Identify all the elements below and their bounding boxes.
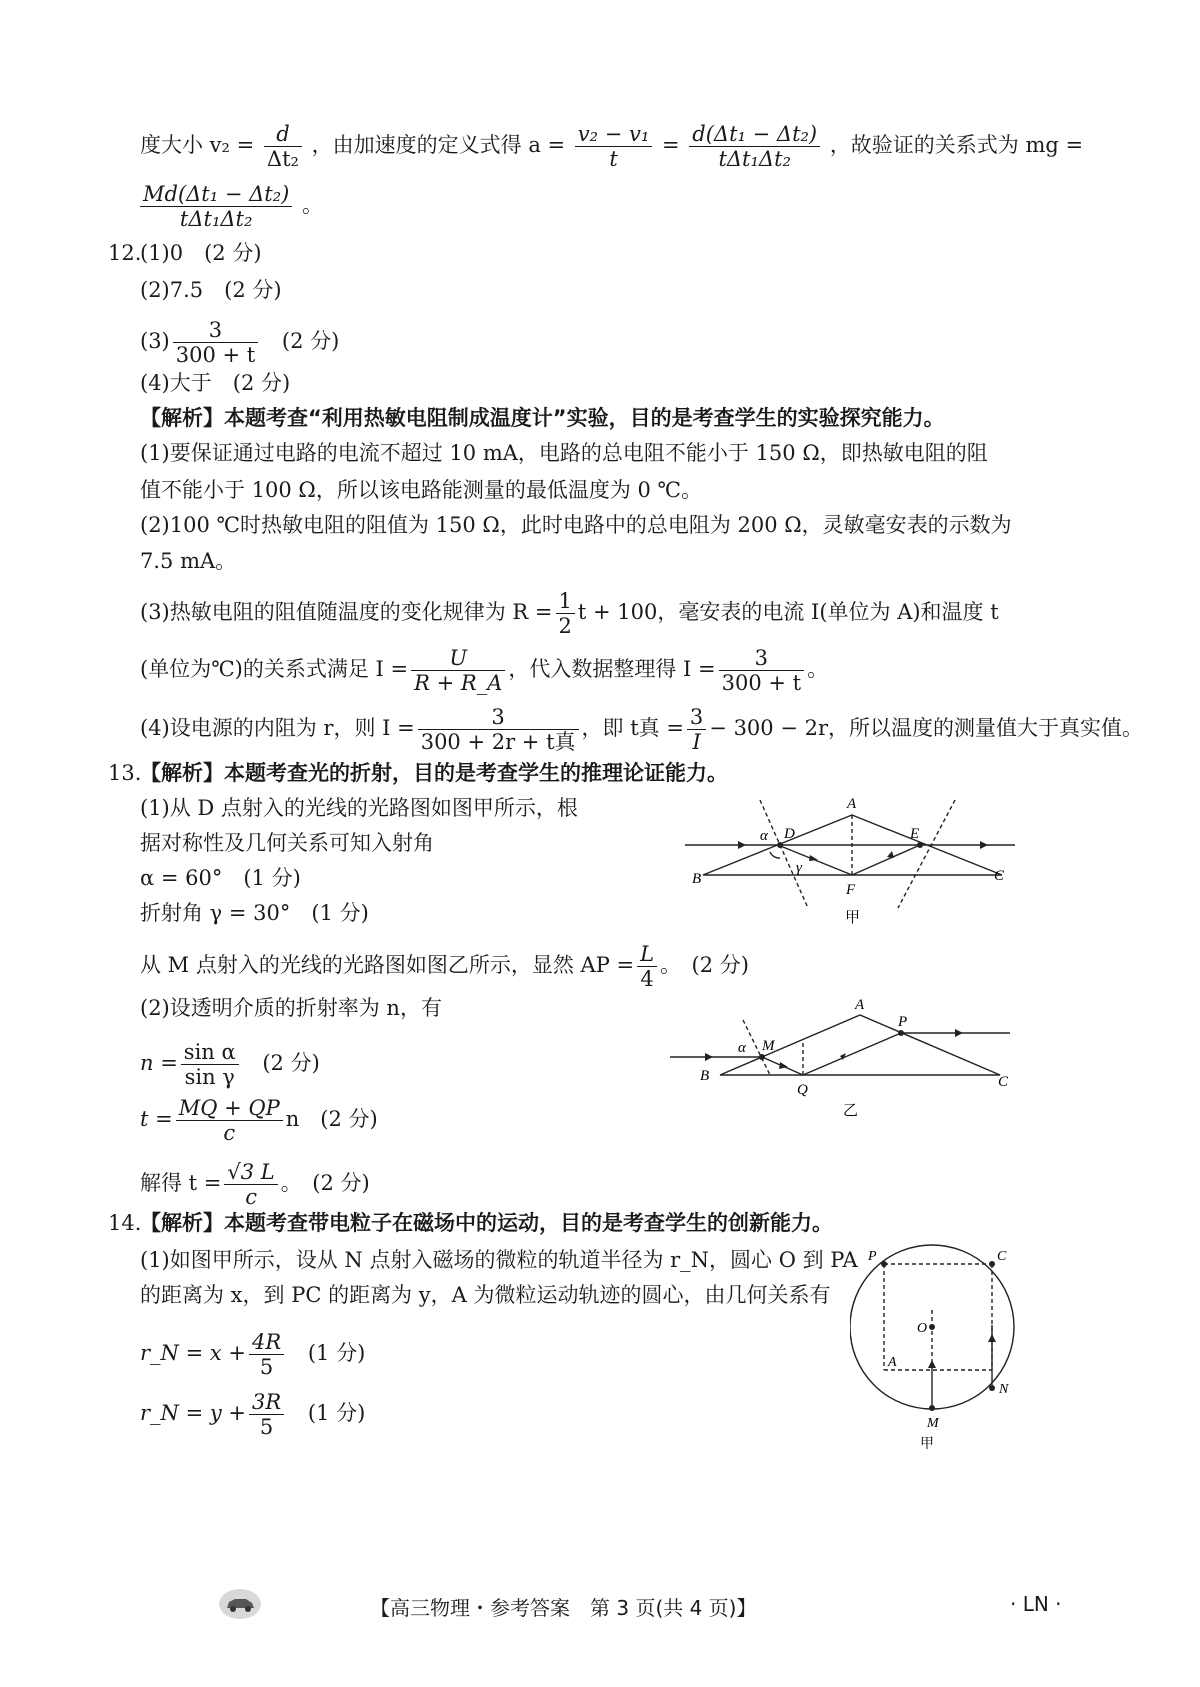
label-D: D <box>784 826 795 842</box>
text: r_N = x + <box>140 1341 246 1366</box>
text: (单位为℃)的关系式满足 I = <box>140 657 409 682</box>
label-E: E <box>910 826 920 842</box>
q13-line-5 <box>140 942 749 991</box>
label-A: A <box>847 796 857 812</box>
label-M: M <box>927 1416 939 1431</box>
label-P: P <box>898 1014 908 1030</box>
q13-line-6: (2)设透明介质的折射率为 n，有 <box>140 996 442 1020</box>
text: (2 分) <box>281 329 340 354</box>
q13-figure-jia <box>680 790 1025 930</box>
fraction-v2-v1: $\frac{\text{v₂ − v₁}}{t}$ <box>575 122 653 171</box>
text: 。 <box>302 193 324 218</box>
text: ，故验证的关系式为 mg = <box>829 133 1084 158</box>
text: 解得 t = <box>140 1171 222 1196</box>
text: ，由加速度的定义式得 a = <box>311 133 566 158</box>
q14-eq-1 <box>140 1330 365 1379</box>
fraction: $\frac{√3 L}{c}$ <box>224 1160 277 1209</box>
label-alpha: α <box>760 828 768 844</box>
q12-answer-1: (1)0 (2 分) <box>140 241 262 265</box>
fraction: $\frac{3R}{5}$ <box>249 1390 284 1439</box>
q13-eq-t <box>140 1096 378 1145</box>
text: n (2 分) <box>285 1107 378 1132</box>
text: (3) <box>140 329 170 354</box>
q12-answer-2: (2)7.5 (2 分) <box>140 278 282 302</box>
text: 。 (2 分) <box>280 1171 370 1196</box>
label-B: B <box>700 1068 710 1084</box>
text: = <box>662 133 680 158</box>
car-logo-icon <box>218 1588 262 1620</box>
caption: 乙 <box>843 1103 859 1119</box>
footer-code: · LN · <box>1010 1592 1062 1616</box>
q13-line-3: α = 60° (1 分) <box>140 866 301 890</box>
fraction: $\frac{3}{300 + t}$ <box>719 646 804 695</box>
q13-line-1: (1)从 D 点射入的光线的光路图如图甲所示，根 <box>140 796 578 820</box>
q14-line-2: 的距离为 x，到 PC 的距离为 y，A 为微粒运动轨迹的圆心，由几何关系有 <box>140 1283 831 1307</box>
fraction: $\frac{3}{\text{300 + 2r + t真}}$ <box>418 705 579 754</box>
q12-para-1b: 值不能小于 100 Ω，所以该电路能测量的最低温度为 0 ℃。 <box>140 478 703 502</box>
text: (4)设电源的内阻为 r，则 I = <box>140 716 415 741</box>
q12-para-2b: 7.5 mA。 <box>140 549 237 573</box>
fraction: $\frac{3}{I}$ <box>687 705 706 754</box>
q13-line-4: 折射角 γ = 30° (1 分) <box>140 901 369 925</box>
label-B: B <box>692 871 702 887</box>
text: (1 分) <box>307 1401 366 1426</box>
fraction: $\frac{MQ + QP}{c}$ <box>176 1096 283 1145</box>
fraction-d-dt2: $\frac{d}{\text{Δt₂}}$ <box>264 122 302 171</box>
label-A: A <box>888 1355 897 1370</box>
fraction-accel: $\frac{\text{d(Δt₁ − Δt₂)}}{\text{tΔt₁Δt₂}}$ <box>689 122 820 171</box>
text: n = <box>140 1051 178 1076</box>
text: 度大小 v₂ = <box>140 133 255 158</box>
q14-line-1: (1)如图甲所示，设从 N 点射入磁场的微粒的轨道半径为 r_N，圆心 O 到 PA <box>140 1248 858 1272</box>
q14-number: 14. <box>108 1211 142 1235</box>
label-Q: Q <box>797 1082 808 1098</box>
fraction: $\frac{3}{300 + t}$ <box>173 318 258 367</box>
label-C: C <box>998 1074 1009 1090</box>
text: 从 M 点射入的光线的光路图如图乙所示，显然 AP = <box>140 953 635 978</box>
label-alpha: α <box>738 1040 746 1056</box>
fraction-relation: $\frac{\text{Md(Δt₁ − Δt₂)}}{\text{tΔt₁Δt₂}}$ <box>140 182 292 231</box>
q13-number: 13. <box>108 761 142 785</box>
text: 。 (2 分) <box>660 953 749 978</box>
text: t = <box>140 1107 173 1132</box>
q14-figure-circle <box>850 1240 1025 1452</box>
fraction: $\frac{U}{R + R\_A}$ <box>411 646 505 695</box>
caption: 甲 <box>920 1437 934 1452</box>
text: (2 分) <box>262 1051 320 1076</box>
fraction: $\frac{\text{sin α}}{\text{sin γ}}$ <box>181 1040 239 1089</box>
q13-eq-result <box>140 1160 370 1209</box>
top-formula-line <box>140 122 1083 171</box>
label-M: M <box>762 1038 775 1054</box>
fraction: $\frac{L}{4}$ <box>637 942 657 991</box>
label-P: P <box>868 1249 877 1264</box>
q14-analysis-heading: 【解析】本题考查带电粒子在磁场中的运动，目的是考查学生的创新能力。 <box>140 1211 833 1235</box>
text: (1 分) <box>307 1341 366 1366</box>
q14-eq-2 <box>140 1390 365 1439</box>
q12-para-1a: (1)要保证通过电路的电流不超过 10 mA，电路的总电阻不能小于 150 Ω，即热敏电阻的阻 <box>140 441 988 465</box>
label-A: A <box>855 997 865 1013</box>
q12-analysis-heading: 【解析】本题考查“利用热敏电阻制成温度计”实验，目的是考查学生的实验探究能力。 <box>140 406 945 430</box>
top-formula-line2 <box>140 182 323 231</box>
q12-para-3 <box>140 589 999 638</box>
q13-analysis-heading: 【解析】本题考查光的折射，目的是考查学生的推理论证能力。 <box>140 761 728 785</box>
text: 。 <box>807 657 829 682</box>
text: ，即 t真 = <box>581 716 684 741</box>
q12-answer-3 <box>140 318 339 367</box>
q12-para-3c <box>140 646 828 695</box>
label-F: F <box>846 882 856 898</box>
q13-figure-yi <box>665 995 1030 1130</box>
label-O: O <box>917 1321 928 1336</box>
q13-eq-n <box>140 1040 320 1089</box>
label-gamma: γ <box>796 860 802 876</box>
text: (3)热敏电阻的阻值随温度的变化规律为 R = <box>140 600 553 625</box>
text: ，代入数据整理得 I = <box>508 657 716 682</box>
caption: 甲 <box>845 910 861 926</box>
text: r_N = y + <box>140 1401 246 1426</box>
label-C: C <box>997 1249 1007 1264</box>
label-C: C <box>994 868 1005 884</box>
text: − 300 − 2r，所以温度的测量值大于真实值。 <box>709 716 1143 741</box>
q13-line-2: 据对称性及几何关系可知入射角 <box>140 831 434 855</box>
q12-para-4 <box>140 705 1143 754</box>
q12-number: 12. <box>108 241 142 265</box>
q12-answer-4: (4)大于 (2 分) <box>140 371 291 395</box>
fraction: $\frac{4R}{5}$ <box>249 1330 284 1379</box>
text: t + 100，毫安表的电流 I(单位为 A)和温度 t <box>577 600 999 625</box>
label-N: N <box>999 1382 1009 1397</box>
fraction: $\frac{1}{2}$ <box>556 589 575 638</box>
q12-para-2a: (2)100 ℃时热敏电阻的阻值为 150 Ω，此时电路中的总电阻为 200 Ω，灵敏毫安表的示数为 <box>140 513 1012 537</box>
footer-title: 【高三物理・参考答案 第 3 页(共 4 页)】 <box>370 1596 757 1620</box>
